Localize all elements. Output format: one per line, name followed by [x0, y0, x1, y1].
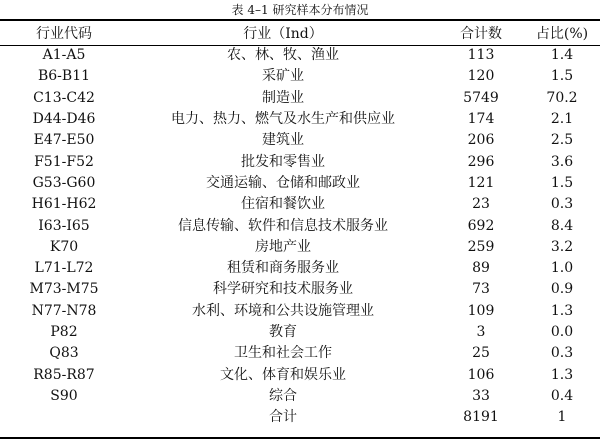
sample-distribution-table	[0, 20, 600, 428]
table-row	[0, 173, 600, 194]
cell-percent: 3.6	[550, 153, 574, 170]
table-row	[0, 66, 600, 87]
cell-industry-name: 综合	[269, 387, 297, 404]
table-row	[0, 151, 600, 172]
cell-percent: 1.5	[550, 68, 574, 85]
cell-industry-code: C13-C42	[33, 89, 95, 106]
cell-industry-code: E47-E50	[33, 132, 95, 149]
table-bottom-rule	[0, 437, 600, 439]
cell-percent: 0.9	[550, 281, 574, 298]
cell-industry-name: 卫生和社会工作	[234, 345, 332, 362]
table-row	[0, 258, 600, 279]
header-industry-name: 行业（Ind）	[243, 25, 323, 42]
table-row	[0, 130, 600, 151]
table-caption: 表 4–1 研究样本分布情况	[231, 3, 369, 17]
table-row	[0, 88, 600, 109]
cell-count: 113	[467, 47, 495, 64]
cell-industry-code: B6-B11	[37, 68, 91, 85]
table-row	[0, 109, 600, 130]
cell-percent: 2.5	[550, 132, 574, 149]
cell-industry-code: D44-D46	[32, 111, 96, 128]
cell-percent: 1.5	[550, 174, 574, 191]
cell-industry-code: N77-N78	[31, 302, 97, 319]
cell-percent: 2.1	[550, 111, 574, 128]
cell-industry-name: 电力、热力、燃气及水生产和供应业	[171, 111, 395, 128]
cell-count: 109	[467, 302, 495, 319]
cell-count: 121	[467, 174, 495, 191]
cell-count: 5749	[463, 89, 499, 106]
cell-count: 3	[476, 324, 486, 340]
header-count: 合计数	[460, 25, 502, 42]
cell-industry-code: S90	[50, 387, 78, 404]
header-industry-code: 行业代码	[36, 25, 92, 42]
cell-percent: 1	[557, 409, 567, 426]
cell-industry-name: 建筑业	[262, 132, 304, 149]
cell-industry-name: 房地产业	[255, 238, 311, 255]
table-row	[0, 343, 600, 364]
cell-industry-code	[0, 407, 128, 428]
cell-percent: 0.3	[550, 196, 574, 213]
cell-percent: 1.4	[550, 47, 574, 64]
cell-industry-name: 农、林、牧、渔业	[227, 47, 339, 64]
cell-industry-code: F51-F52	[34, 153, 94, 170]
cell-industry-name: 制造业	[262, 89, 304, 106]
cell-industry-name: 教育	[269, 324, 297, 340]
cell-percent: 8.4	[550, 217, 574, 234]
cell-industry-code: M73-M75	[29, 281, 99, 298]
cell-count: 23	[472, 196, 490, 213]
cell-industry-name: 信息传输、软件和信息技术服务业	[178, 217, 388, 234]
cell-industry-name: 文化、体育和娱乐业	[220, 366, 346, 383]
cell-industry-name: 科学研究和技术服务业	[213, 281, 353, 298]
cell-industry-name: 采矿业	[262, 68, 304, 85]
cell-count: 692	[467, 217, 495, 234]
cell-percent: 0.3	[550, 345, 574, 362]
cell-count: 73	[472, 281, 490, 298]
table-row	[0, 364, 600, 385]
cell-percent: 0.4	[550, 387, 574, 404]
cell-industry-name: 交通运输、仓储和邮政业	[206, 174, 360, 191]
cell-industry-code: I63-I65	[38, 217, 90, 234]
cell-industry-code: G53-G60	[32, 174, 96, 191]
table-row	[0, 322, 600, 343]
cell-count: 120	[467, 68, 495, 85]
cell-industry-name: 租赁和商务服务业	[227, 260, 339, 277]
cell-count: 106	[467, 366, 495, 383]
cell-percent: 1.3	[550, 366, 574, 383]
cell-count: 259	[467, 238, 495, 255]
cell-industry-code: Q83	[49, 345, 79, 362]
cell-industry-name: 水利、环境和公共设施管理业	[192, 302, 374, 319]
cell-industry-code: K70	[49, 238, 79, 255]
cell-count: 33	[472, 387, 490, 404]
cell-count: 25	[472, 345, 490, 362]
header-percent: 占比(%)	[535, 25, 589, 42]
table-header-row	[0, 20, 600, 45]
cell-industry-code: A1-A5	[42, 47, 86, 64]
table-row	[0, 237, 600, 258]
cell-count: 296	[467, 153, 495, 170]
cell-percent: 1.3	[550, 302, 574, 319]
cell-industry-name: 住宿和餐饮业	[241, 196, 325, 213]
table-row	[0, 45, 600, 66]
cell-percent: 0.0	[550, 324, 574, 340]
table-row	[0, 386, 600, 407]
table-total-row	[0, 407, 600, 428]
table-body	[0, 45, 600, 428]
cell-count: 89	[472, 260, 490, 277]
table-row	[0, 301, 600, 322]
cell-count: 206	[467, 132, 495, 149]
table-row	[0, 215, 600, 236]
cell-count: 174	[467, 111, 495, 128]
cell-industry-code: H61-H62	[31, 196, 97, 213]
cell-percent: 3.2	[550, 238, 574, 255]
cell-industry-code: R85-R87	[33, 366, 95, 383]
cell-count: 8191	[463, 409, 499, 426]
table-row	[0, 194, 600, 215]
cell-percent: 1.0	[550, 260, 574, 277]
cell-percent: 70.2	[546, 89, 578, 106]
table-row	[0, 279, 600, 300]
cell-industry-name: 合计	[269, 409, 297, 426]
cell-industry-name: 批发和零售业	[241, 153, 325, 170]
cell-industry-code: L71-L72	[34, 260, 94, 277]
cell-industry-code: P82	[50, 324, 78, 340]
